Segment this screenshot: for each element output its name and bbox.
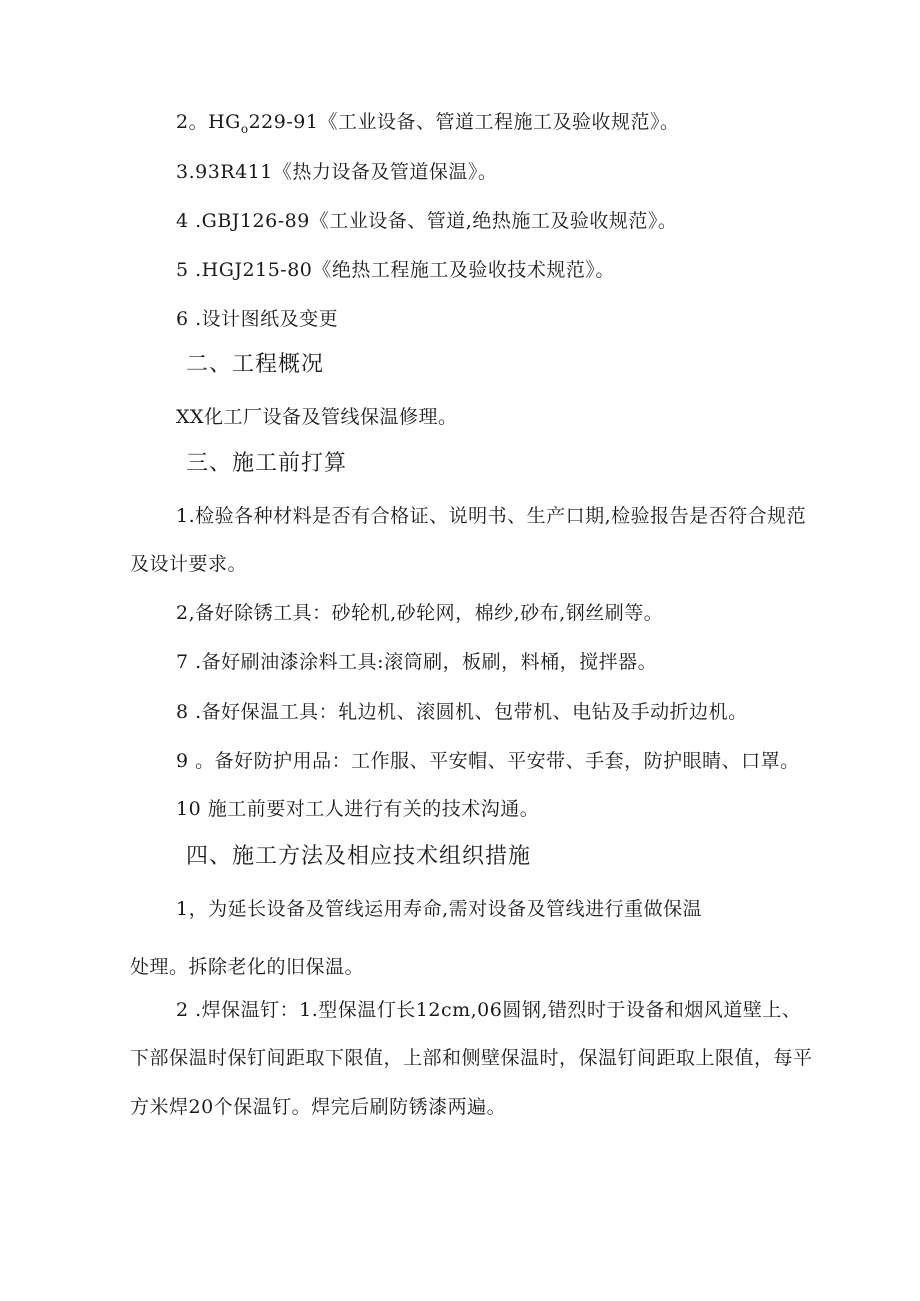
section-4-item-1: 1，为延长设备及管线运用寿命,需对设备及管线进行重做保温 — [176, 898, 703, 920]
reference-4: 4 .GBJ126-89《工业设备、管道,绝热施工及验收规范》。 — [176, 210, 678, 232]
section-3-item-9: 9 。备好防护用品：工作服、平安帽、平安带、手套，防护眼睛、口罩。 — [176, 750, 800, 772]
section-4-item-1-cont: 处理。拆除老化的旧保温。 — [130, 956, 365, 978]
reference-2-prefix: 2。HG — [176, 111, 241, 133]
section-3-heading: 三、施工前打算 — [186, 451, 348, 476]
reference-5: 5 .HGJ215-80《绝热工程施工及验收技术规范》。 — [176, 259, 615, 281]
reference-2 — [176, 110, 679, 141]
section-4-item-2-cont-1: 下部保温时保钉间距取下限值，上部和侧壁保温时，保温钉间距取上限值，每平 — [130, 1047, 813, 1069]
section-3-item-1: 1.检验各种材料是否有合格证、说明书、生产口期,检验报告是否符合规范 — [176, 505, 807, 527]
reference-2-text: 229-91《工业设备、管道工程施工及验收规范》。 — [248, 111, 680, 133]
reference-3: 3.93R411《热力设备及管道保温》。 — [176, 161, 498, 183]
section-2-body: XX化工厂设备及管线保温修理。 — [176, 406, 458, 428]
section-2-heading: 二、工程概况 — [186, 352, 325, 377]
section-4-heading: 四、施工方法及相应技术组织措施 — [186, 844, 532, 869]
section-3-item-1-cont: 及设计要求。 — [130, 553, 248, 575]
reference-2-subscript: o — [240, 122, 249, 136]
section-3-item-2: 2,备好除锈工具：砂轮机,砂轮网，棉纱,砂布,钢丝刷等。 — [176, 602, 664, 624]
section-3-item-8: 8 .备好保温工具：轧边机、滚圆机、包带机、电钻及手动折边机。 — [176, 701, 748, 723]
section-3-item-7: 7 .备好刷油漆涂料工具:滚筒刷，板刷，料桶，搅拌器。 — [176, 651, 658, 673]
section-4-item-2-cont-2: 方米焊20个保温钉。焊完后刷防锈漆两遍。 — [130, 1096, 507, 1118]
section-4-item-2: 2 .焊保温钉：1.型保温仃长12cm,06圆钢,错烈时于设备和烟风道壁上、 — [176, 999, 802, 1021]
section-3-item-10: 10 施工前要对工人进行有关的技术沟通。 — [176, 798, 540, 820]
reference-6: 6 .设计图纸及变更 — [176, 308, 339, 330]
